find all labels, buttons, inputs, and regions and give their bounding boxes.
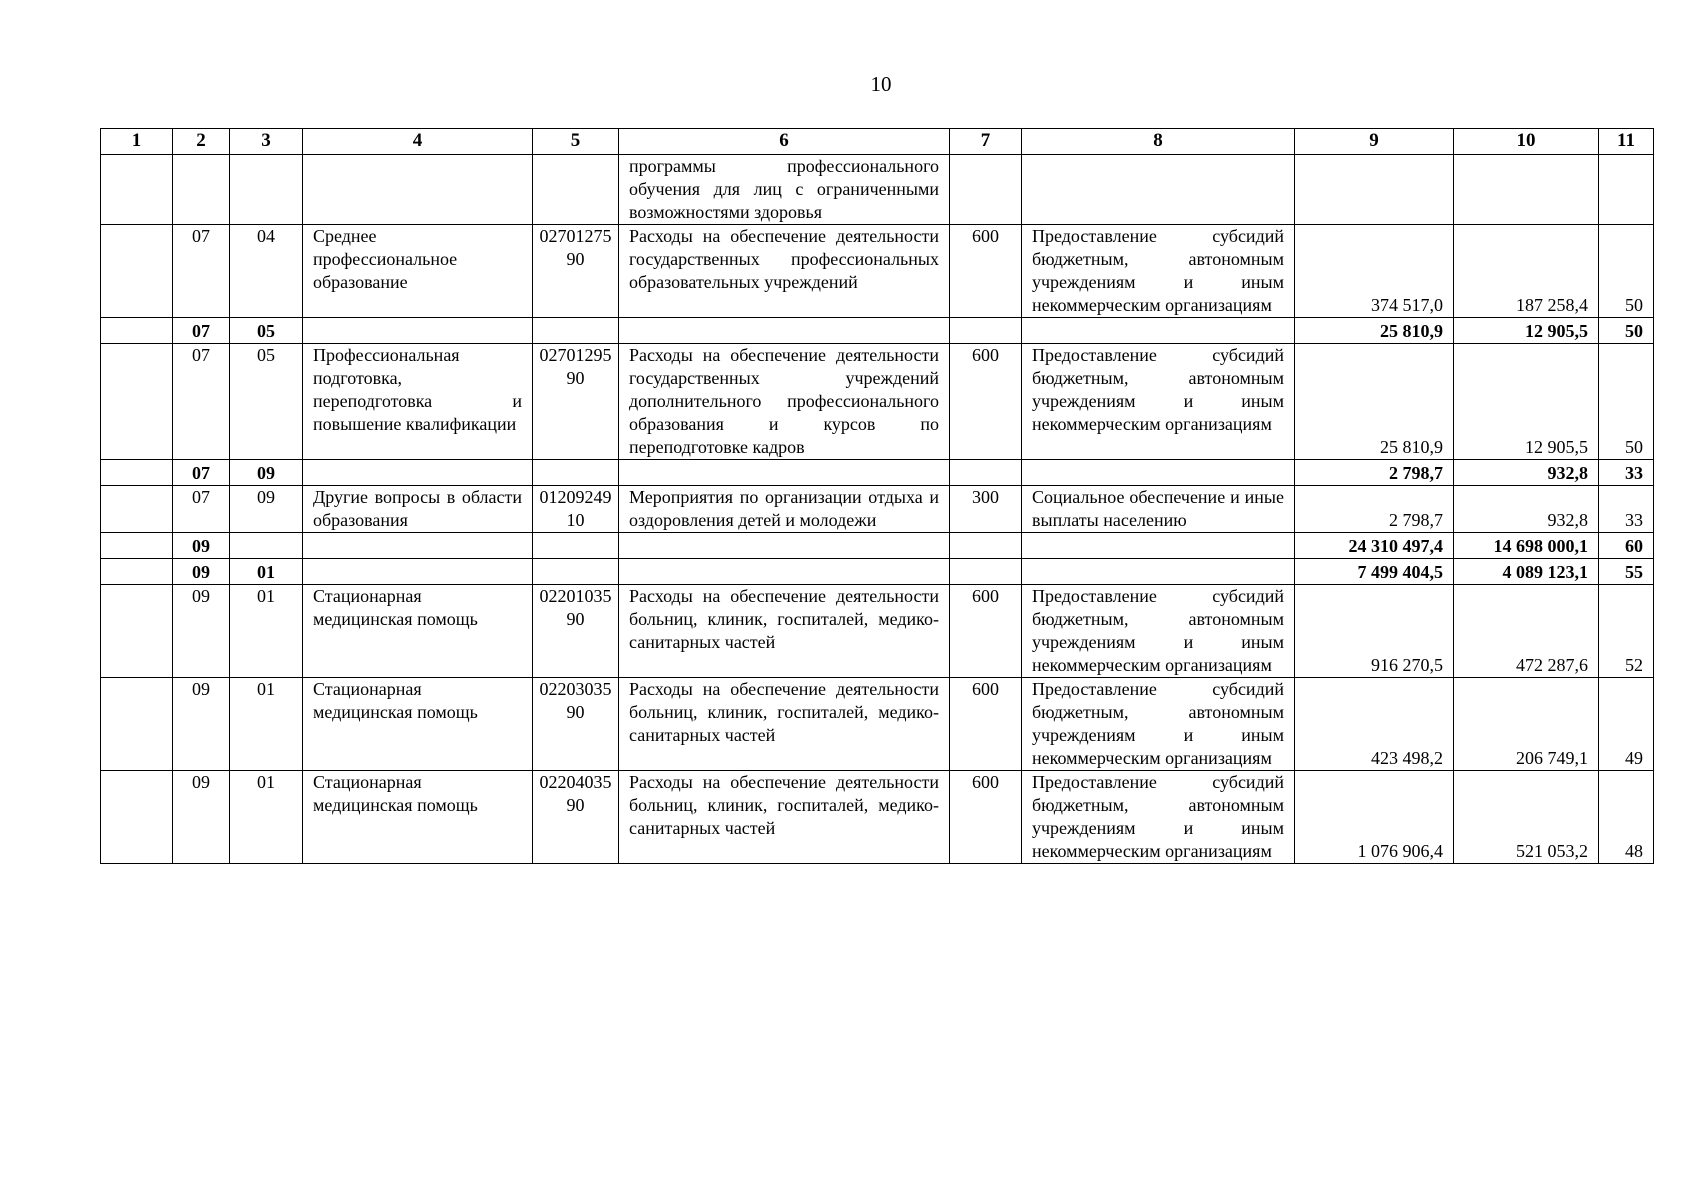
cell-section: 07 <box>173 225 230 318</box>
cell-col-1 <box>101 486 173 533</box>
cell-subsection <box>230 533 303 559</box>
cell-executed-amount <box>1454 155 1599 225</box>
cell-target-code <box>533 155 619 225</box>
column-header: 7 <box>950 129 1022 155</box>
cell-expense-type-name: Предоставление субсидий бюджетным, автономным учреждениям и иным некоммерческим организациям <box>1022 678 1295 771</box>
table-row <box>101 318 1654 344</box>
cell-plan-amount <box>1295 155 1454 225</box>
cell-col-1 <box>101 533 173 559</box>
cell-expense-name: Мероприятия по организации отдыха и оздоровления детей и молодежи <box>619 486 950 533</box>
cell-subsection-name: Другие вопросы в области образования <box>303 486 533 533</box>
cell-expense-type <box>950 155 1022 225</box>
cell-percent: 49 <box>1599 678 1654 771</box>
cell-subsection-name: Стационарная медицинская помощь <box>303 771 533 864</box>
cell-subsection: 01 <box>230 585 303 678</box>
cell-subsection-name <box>303 318 533 344</box>
cell-plan-amount: 2 798,7 <box>1295 486 1454 533</box>
cell-percent: 60 <box>1599 533 1654 559</box>
cell-expense-type-name <box>1022 460 1295 486</box>
cell-expense-name: Расходы на обеспечение деятельности государственных учреждений дополнительного профессионального образования и курсов по переподготовке кадров <box>619 344 950 460</box>
cell-section: 09 <box>173 678 230 771</box>
cell-plan-amount: 423 498,2 <box>1295 678 1454 771</box>
table-row <box>101 533 1654 559</box>
column-header: 6 <box>619 129 950 155</box>
cell-executed-amount: 932,8 <box>1454 486 1599 533</box>
cell-subsection: 01 <box>230 678 303 771</box>
cell-col-1 <box>101 771 173 864</box>
header-row <box>101 129 1654 155</box>
cell-expense-type: 600 <box>950 678 1022 771</box>
cell-executed-amount: 206 749,1 <box>1454 678 1599 771</box>
cell-subsection: 05 <box>230 344 303 460</box>
column-header: 2 <box>173 129 230 155</box>
cell-expense-type-name <box>1022 155 1295 225</box>
column-header: 5 <box>533 129 619 155</box>
cell-expense-type-name <box>1022 559 1295 585</box>
cell-percent: 33 <box>1599 486 1654 533</box>
column-header: 8 <box>1022 129 1295 155</box>
cell-percent: 50 <box>1599 318 1654 344</box>
cell-percent: 55 <box>1599 559 1654 585</box>
cell-plan-amount: 1 076 906,4 <box>1295 771 1454 864</box>
cell-executed-amount: 14 698 000,1 <box>1454 533 1599 559</box>
cell-col-1 <box>101 678 173 771</box>
cell-percent: 33 <box>1599 460 1654 486</box>
table-row <box>101 559 1654 585</box>
cell-target-code <box>533 533 619 559</box>
cell-expense-name: Расходы на обеспечение деятельности государственных профессиональных образовательных учреждений <box>619 225 950 318</box>
column-header: 4 <box>303 129 533 155</box>
cell-plan-amount: 25 810,9 <box>1295 318 1454 344</box>
cell-expense-type-name <box>1022 318 1295 344</box>
column-header: 1 <box>101 129 173 155</box>
cell-plan-amount: 7 499 404,5 <box>1295 559 1454 585</box>
cell-target-code: 0270129590 <box>533 344 619 460</box>
cell-plan-amount: 374 517,0 <box>1295 225 1454 318</box>
cell-expense-type: 600 <box>950 585 1022 678</box>
cell-expense-type: 600 <box>950 771 1022 864</box>
cell-plan-amount: 916 270,5 <box>1295 585 1454 678</box>
cell-expense-type-name: Предоставление субсидий бюджетным, автономным учреждениям и иным некоммерческим организациям <box>1022 771 1295 864</box>
cell-plan-amount: 24 310 497,4 <box>1295 533 1454 559</box>
cell-col-1 <box>101 155 173 225</box>
cell-subsection: 04 <box>230 225 303 318</box>
column-header: 3 <box>230 129 303 155</box>
cell-percent: 50 <box>1599 225 1654 318</box>
cell-target-code: 0220103590 <box>533 585 619 678</box>
cell-section: 07 <box>173 460 230 486</box>
cell-subsection-name: Стационарная медицинская помощь <box>303 678 533 771</box>
cell-section: 07 <box>173 486 230 533</box>
cell-expense-name: Расходы на обеспечение деятельности больниц, клиник, госпиталей, медико-санитарных частей <box>619 585 950 678</box>
table-row <box>101 155 1654 225</box>
column-header: 10 <box>1454 129 1599 155</box>
table-row <box>101 771 1654 864</box>
cell-expense-type-name: Предоставление субсидий бюджетным, автономным учреждениям и иным некоммерческим организациям <box>1022 225 1295 318</box>
cell-target-code: 0120924910 <box>533 486 619 533</box>
cell-col-1 <box>101 559 173 585</box>
cell-expense-name <box>619 318 950 344</box>
cell-col-1 <box>101 318 173 344</box>
cell-subsection: 01 <box>230 559 303 585</box>
cell-col-1 <box>101 585 173 678</box>
cell-section: 09 <box>173 533 230 559</box>
table-body <box>101 155 1654 864</box>
column-header: 9 <box>1295 129 1454 155</box>
cell-expense-name <box>619 533 950 559</box>
cell-subsection-name <box>303 460 533 486</box>
column-header: 11 <box>1599 129 1654 155</box>
table-row <box>101 585 1654 678</box>
cell-target-code <box>533 460 619 486</box>
cell-percent: 48 <box>1599 771 1654 864</box>
cell-target-code: 0220403590 <box>533 771 619 864</box>
cell-target-code <box>533 559 619 585</box>
cell-expense-type: 600 <box>950 344 1022 460</box>
cell-percent <box>1599 155 1654 225</box>
table-row <box>101 344 1654 460</box>
cell-section: 09 <box>173 559 230 585</box>
cell-percent: 50 <box>1599 344 1654 460</box>
cell-col-1 <box>101 460 173 486</box>
cell-section <box>173 155 230 225</box>
cell-expense-type <box>950 559 1022 585</box>
cell-executed-amount: 521 053,2 <box>1454 771 1599 864</box>
cell-subsection-name: Стационарная медицинская помощь <box>303 585 533 678</box>
table-row <box>101 678 1654 771</box>
cell-executed-amount: 187 258,4 <box>1454 225 1599 318</box>
cell-target-code <box>533 318 619 344</box>
cell-subsection: 09 <box>230 486 303 533</box>
cell-expense-type: 600 <box>950 225 1022 318</box>
cell-expense-type: 300 <box>950 486 1022 533</box>
cell-percent: 52 <box>1599 585 1654 678</box>
cell-subsection: 05 <box>230 318 303 344</box>
cell-subsection-name: Профессиональная подготовка, переподготовка и повышение квалификации <box>303 344 533 460</box>
cell-subsection-name <box>303 559 533 585</box>
cell-expense-name <box>619 460 950 486</box>
cell-expense-type-name: Предоставление субсидий бюджетным, автономным учреждениям и иным некоммерческим организациям <box>1022 344 1295 460</box>
cell-section: 09 <box>173 585 230 678</box>
cell-expense-type <box>950 533 1022 559</box>
cell-subsection-name <box>303 155 533 225</box>
cell-subsection <box>230 155 303 225</box>
cell-section: 09 <box>173 771 230 864</box>
cell-expense-name <box>619 559 950 585</box>
cell-subsection-name <box>303 533 533 559</box>
cell-subsection: 01 <box>230 771 303 864</box>
budget-table <box>100 128 1654 864</box>
cell-executed-amount: 4 089 123,1 <box>1454 559 1599 585</box>
cell-expense-type <box>950 318 1022 344</box>
table-row <box>101 225 1654 318</box>
cell-section: 07 <box>173 318 230 344</box>
table-row <box>101 460 1654 486</box>
cell-expense-name: программы профессионального обучения для лиц с ограниченными возможностями здоровья <box>619 155 950 225</box>
cell-executed-amount: 932,8 <box>1454 460 1599 486</box>
cell-col-1 <box>101 225 173 318</box>
cell-section: 07 <box>173 344 230 460</box>
cell-subsection-name: Среднее профессиональное образование <box>303 225 533 318</box>
cell-executed-amount: 12 905,5 <box>1454 344 1599 460</box>
cell-expense-name: Расходы на обеспечение деятельности больниц, клиник, госпиталей, медико-санитарных частей <box>619 771 950 864</box>
cell-executed-amount: 472 287,6 <box>1454 585 1599 678</box>
page-number: 10 <box>870 72 892 96</box>
cell-expense-type-name <box>1022 533 1295 559</box>
cell-executed-amount: 12 905,5 <box>1454 318 1599 344</box>
cell-plan-amount: 2 798,7 <box>1295 460 1454 486</box>
cell-expense-type-name: Социальное обеспечение и иные выплаты населению <box>1022 486 1295 533</box>
cell-target-code: 0270127590 <box>533 225 619 318</box>
cell-expense-type <box>950 460 1022 486</box>
cell-target-code: 0220303590 <box>533 678 619 771</box>
cell-col-1 <box>101 344 173 460</box>
table-row <box>101 486 1654 533</box>
cell-subsection: 09 <box>230 460 303 486</box>
cell-plan-amount: 25 810,9 <box>1295 344 1454 460</box>
cell-expense-type-name: Предоставление субсидий бюджетным, автономным учреждениям и иным некоммерческим организациям <box>1022 585 1295 678</box>
cell-expense-name: Расходы на обеспечение деятельности больниц, клиник, госпиталей, медико-санитарных частей <box>619 678 950 771</box>
